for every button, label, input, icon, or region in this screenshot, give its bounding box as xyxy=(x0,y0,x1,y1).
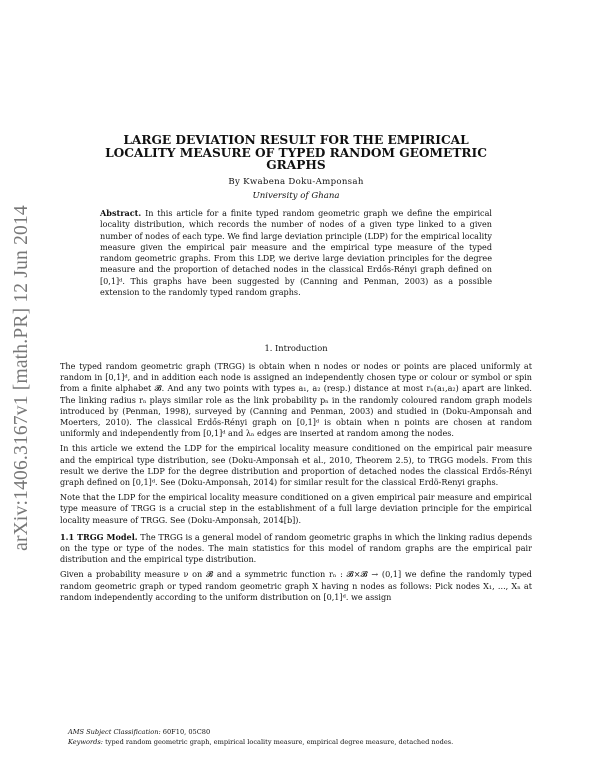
body-text xyxy=(60,361,532,603)
title-line-3: GRAPHS xyxy=(266,158,326,173)
arxiv-sidebar-stamp xyxy=(8,186,36,570)
paragraph: Given a probability measure ν on 𝓑 and a symmetric function rₙ : 𝓑×𝓑 → (0,1] we define the randomly typed random geometric graph or typed random geometric graph X having n nodes as follows: Pick nodes X₁, ..., Xₙ at random independently according to the uniform distribution on [0,1]ᵈ. we assign xyxy=(60,569,532,602)
section-heading: 1. Introduction xyxy=(264,343,328,353)
title-line-2: LOCALITY MEASURE OF TYPED RANDOM GEOMETRIC xyxy=(105,145,487,160)
paragraph: Note that the LDP for the empirical locality measure conditioned on a given empirical pair measure and empirical type measure of TRGG is a crucial step in the establishment of a full large deviation principle for the empirical locality measure of TRGG. See (Doku-Amponsah, 2014[b]). xyxy=(60,492,532,525)
msc-label: AMS Subject Classification: xyxy=(68,728,161,736)
subsection-label: 1.1 TRGG Model. xyxy=(60,531,138,542)
paragraph-text: The TRGG is a general model of random geometric graphs in which the linking radius depends on the type or type of the nodes. The main statistics for this model of random graphs are the empirical pair distribution and the empirical type distribution. xyxy=(60,531,532,565)
msc-footnote xyxy=(68,727,532,737)
author: By Kwabena Doku-Amponsah xyxy=(228,177,364,187)
paragraph: The typed random geometric graph (TRGG) is obtain when n nodes or nodes or points are placed uniformly at random in [0,1]ᵈ, and in addition each node is assigned an independently chosen type or colour or symbol or spin from a finite alphabet 𝓑. And any two points with types a₁, a₂ (resp.) distance at most rₙ(a₁,a₂) apart are linked. The linking radius rₙ plays similar role as the link probability pₙ in the randomly coloured random graph models introduced by (Penman, 1998), surveyed by (Canning and Penman, 2003) and studied in (Doku-Amponsah and Moerters, 2010). The classical Erdős-Rényi graph on [0,1]ᵈ is obtain when n points are chosen at random uniformly and independently from [0,1]ᵈ and λₙ edges are inserted at random among the nodes. xyxy=(60,361,532,439)
title-line-1: LARGE DEVIATION RESULT FOR THE EMPIRICAL xyxy=(123,133,469,147)
paragraph: In this article we extend the LDP for the empirical locality measure conditioned on the empirical pair measure and the empirical type distribution, see (Doku-Amponsah et al., 2010, Theorem 2.5), to TRGG models. From this result we derive the LDP for the degree distribution and proportion of detached nodes the classical Erdős-Rényi graph defined on [0,1]ᵈ. See (Doku-Amponsah, 2014) for similar result for the classical Erdö-Renyi graphs. xyxy=(60,443,532,488)
affiliation: University of Ghana xyxy=(252,191,340,201)
paper-title xyxy=(60,134,532,172)
abstract-text: In this article for a finite typed random geometric graph we define the empirical locality distribution, which records the number of nodes of a given type linked to a given number of nodes of each type. We find large deviation principle (LDP) for the empirical locality measure given the empirical pair measure and the empirical type measure of the typed random geometric graphs. From this LDP, we derive large deviation principles for the degree measure and the proportion of detached nodes in the classical Erdős-Rényi graph defined on [0,1]ᵈ. This graphs have been suggested by (Canning and Penman, 2003) as a possible extension to the randomly typed random graphs. xyxy=(100,208,493,298)
footnotes xyxy=(68,727,532,747)
keywords-label: Keywords: xyxy=(68,738,103,747)
keywords-text: typed random geometric graph, empirical locality measure, empirical degree measure, detached nodes. xyxy=(105,738,454,747)
abstract-label: Abstract. xyxy=(100,208,142,218)
keywords-footnote xyxy=(68,737,532,747)
arxiv-id: arXiv:1406.3167v1 [math.PR] 12 Jun 2014 xyxy=(11,205,32,551)
msc-codes: 60F10, 05C80 xyxy=(162,728,211,736)
subsection-paragraph xyxy=(60,532,532,566)
abstract xyxy=(100,208,492,298)
